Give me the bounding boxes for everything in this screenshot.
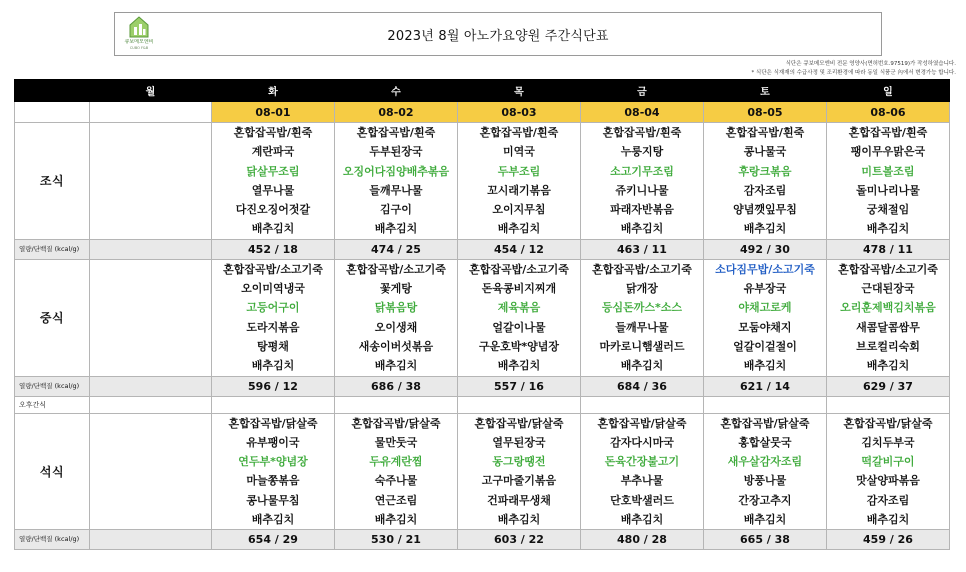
menu-cell	[212, 123, 335, 240]
meal-row-2	[15, 413, 950, 530]
dish-item: 궁채절임	[866, 203, 910, 217]
meal-row-0	[15, 123, 950, 240]
dish-item: 배추김치	[743, 513, 787, 527]
nutrition-row	[15, 376, 950, 396]
nutrition-value: 557 / 16	[458, 376, 581, 396]
nutrition-blank	[90, 376, 212, 396]
dish-item: 새송이버섯볶음	[358, 339, 434, 353]
dish-item: 고구마줄기볶음	[481, 474, 557, 488]
dish-item: 맛살양파볶음	[856, 474, 920, 488]
date-blank	[90, 102, 212, 123]
menu-cell	[335, 413, 458, 530]
dish-item: 두부조림	[497, 164, 541, 178]
header-box	[114, 12, 882, 56]
day-header-blank	[15, 80, 90, 102]
dish-item: 배추김치	[866, 513, 910, 527]
nutrition-value: 665 / 38	[704, 530, 827, 550]
dish-item: 배추김치	[251, 359, 295, 373]
dish-item: 혼합잡곡밥/흰죽	[233, 126, 313, 139]
menu-cell	[827, 413, 950, 530]
dish-item: 유부팽이국	[246, 435, 300, 449]
dish-item: 건파래무생채	[487, 493, 551, 507]
menu-cell	[458, 259, 581, 376]
snack-cell	[581, 396, 704, 413]
dish-item: 배추김치	[374, 513, 418, 527]
snack-cell	[90, 396, 212, 413]
snack-cell	[458, 396, 581, 413]
day-header: 금	[581, 80, 704, 102]
dish-item: 배추김치	[497, 222, 541, 236]
meal-name: 조식	[15, 123, 90, 240]
menu-cell	[827, 259, 950, 376]
snack-cell	[335, 396, 458, 413]
dish-item: 배추김치	[620, 222, 664, 236]
dish-item: 홍합살뭇국	[738, 435, 792, 449]
nutrition-label: 열량/단백질 (kcal/g)	[15, 239, 90, 259]
snack-row	[15, 396, 950, 413]
dish-item: 오이미역냉국	[241, 282, 305, 296]
dish-item: 미트볼조림	[861, 164, 915, 178]
dish-item: 두부된장국	[369, 145, 423, 159]
meal-row-1	[15, 259, 950, 376]
dish-item: 두유계란찜	[369, 455, 423, 469]
note-line: * 식단은 식재재의 수급사정 및 조리환경에 따라 동일 식품군 內에서 변경가능 합니다.	[751, 70, 956, 76]
dish-item: 혼합잡곡밥/흰죽	[602, 126, 682, 139]
date-cell: 08-01	[212, 102, 335, 123]
snack-label: 오후간식	[15, 396, 90, 413]
dish-item: 새콤달콤쌈무	[856, 320, 920, 334]
menu-cell	[827, 123, 950, 240]
dish-item: 누룽지탕	[620, 145, 664, 159]
date-cell: 08-02	[335, 102, 458, 123]
date-cell: 08-04	[581, 102, 704, 123]
date-cell: 08-06	[827, 102, 950, 123]
nutrition-value: 654 / 29	[212, 530, 335, 550]
dish-item: 혼합잡곡밥/흰죽	[848, 126, 928, 139]
dish-item: 배추김치	[866, 359, 910, 373]
dish-item: 혼합잡곡밥/흰죽	[725, 126, 805, 139]
dish-item: 혼합잡곡밥/닭살죽	[843, 416, 933, 430]
nutrition-value: 474 / 25	[335, 239, 458, 259]
dish-item: 혼합잡곡밥/소고기죽	[346, 262, 446, 276]
menu-cell	[212, 413, 335, 530]
snack-cell	[704, 396, 827, 413]
dish-item: 혼합잡곡밥/소고기죽	[592, 262, 692, 276]
dish-item: 혼합잡곡밥/닭살죽	[228, 416, 318, 430]
dish-item: 얼갈이겉절이	[733, 339, 797, 353]
dish-item: 계란파국	[251, 145, 295, 159]
menu-cell	[458, 123, 581, 240]
date-blank	[15, 102, 90, 123]
day-header-row	[15, 80, 950, 102]
dish-item: 배추김치	[497, 359, 541, 373]
nutrition-value: 686 / 38	[335, 376, 458, 396]
dish-item: 방풍나물	[743, 474, 787, 488]
menu-body	[15, 102, 950, 550]
dish-item: 배추김치	[374, 359, 418, 373]
date-row	[15, 102, 950, 123]
dish-item: 열무나물	[251, 183, 295, 197]
snack-cell	[827, 396, 950, 413]
nutrition-value: 454 / 12	[458, 239, 581, 259]
dish-item: 콩나물무침	[246, 493, 300, 507]
dish-item: 동그랑땡전	[492, 455, 546, 469]
logo-subtext: CUBO F&B	[129, 46, 149, 50]
dish-item: 김구이	[380, 203, 412, 217]
menu-cell	[458, 413, 581, 530]
menu-cell	[581, 123, 704, 240]
menu-cell	[581, 413, 704, 530]
dish-item: 감자다시마국	[610, 435, 674, 449]
meal-blank	[90, 259, 212, 376]
dish-item: 떡갈비구이	[861, 455, 915, 469]
dish-item: 닭개장	[626, 282, 658, 296]
day-header: 토	[704, 80, 827, 102]
page-title: 2023년 8월 아노가요양원 주간식단표	[387, 29, 609, 44]
dish-item: 야채고로케	[738, 301, 792, 315]
dish-item: 소고기무조림	[610, 164, 674, 178]
dish-item: 들깨무나물	[369, 183, 423, 197]
dish-item: 꽃게탕	[380, 282, 412, 296]
nutrition-row	[15, 530, 950, 550]
dish-item: 배추김치	[743, 222, 787, 236]
menu-cell	[704, 123, 827, 240]
nutrition-value: 463 / 11	[581, 239, 704, 259]
dish-item: 연두부*양념장	[238, 455, 308, 469]
dish-item: 후랑크볶음	[738, 164, 792, 178]
dish-item: 배추김치	[374, 222, 418, 236]
notes	[751, 60, 956, 78]
dish-item: 돈육콩비지찌개	[481, 282, 557, 296]
dish-item: 단호박샐러드	[610, 493, 674, 507]
dish-item: 배추김치	[251, 513, 295, 527]
dish-item: 닭볶음탕	[374, 301, 418, 315]
dish-item: 돌미나리나물	[856, 183, 920, 197]
dish-item: 배추김치	[620, 359, 664, 373]
nutrition-value: 621 / 14	[704, 376, 827, 396]
nutrition-value: 480 / 28	[581, 530, 704, 550]
dish-item: 콩나물국	[743, 145, 787, 159]
dish-item: 새우살감자조림	[727, 455, 803, 469]
menu-cell	[581, 259, 704, 376]
dish-item: 혼합잡곡밥/닭살죽	[597, 416, 687, 430]
nutrition-label: 열량/단백질 (kcal/g)	[15, 530, 90, 550]
dish-item: 연근조림	[374, 493, 418, 507]
dish-item: 혼합잡곡밥/흰죽	[479, 126, 559, 139]
dish-item: 모둠야채지	[738, 320, 792, 334]
dish-item: 돈육간장불고기	[604, 455, 680, 469]
meal-blank	[90, 413, 212, 530]
meal-blank	[90, 123, 212, 240]
nutrition-blank	[90, 239, 212, 259]
dish-item: 등심돈까스*소스	[601, 301, 683, 315]
dish-item: 물만둣국	[374, 435, 418, 449]
day-header: 월	[90, 80, 212, 102]
date-cell: 08-03	[458, 102, 581, 123]
dish-item: 고등어구이	[246, 301, 300, 315]
dish-item: 혼합잡곡밥/닭살죽	[351, 416, 441, 430]
dish-item: 혼합잡곡밥/소고기죽	[223, 262, 323, 276]
dish-item: 오징어다짐양배추볶음	[342, 164, 450, 178]
dish-item: 오이생채	[374, 320, 418, 334]
dish-item: 근대된장국	[861, 282, 915, 296]
dish-item: 배추김치	[866, 222, 910, 236]
meal-name: 석식	[15, 413, 90, 530]
dish-item: 숙주나물	[374, 474, 418, 488]
nutrition-value: 478 / 11	[827, 239, 950, 259]
nutrition-label: 열량/단백질 (kcal/g)	[15, 376, 90, 396]
dish-item: 배추김치	[620, 513, 664, 527]
dish-item: 혼합잡곡밥/흰죽	[356, 126, 436, 139]
note-line: 식단은 큐보메모엔비 전문 영양사(면허번호.97519)가 작성하였습니다.	[785, 61, 956, 67]
dish-item: 배추김치	[743, 359, 787, 373]
nutrition-value: 492 / 30	[704, 239, 827, 259]
dish-item: 닭살무조림	[246, 164, 300, 178]
dish-item: 팽이무우맑은국	[850, 145, 926, 159]
nutrition-value: 530 / 21	[335, 530, 458, 550]
logo-text: 큐보메모엔비	[124, 39, 154, 45]
nutrition-value: 596 / 12	[212, 376, 335, 396]
dish-item: 탕평채	[257, 339, 289, 353]
dish-item: 배추김치	[251, 222, 295, 236]
date-cell: 08-05	[704, 102, 827, 123]
dish-item: 미역국	[503, 145, 535, 159]
menu-cell	[335, 123, 458, 240]
dish-item: 간장고추지	[738, 493, 792, 507]
day-header: 목	[458, 80, 581, 102]
dish-item: 혼합잡곡밥/닭살죽	[720, 416, 810, 430]
dish-item: 오이지무침	[492, 203, 546, 217]
dish-item: 김치두부국	[861, 435, 915, 449]
nutrition-value: 603 / 22	[458, 530, 581, 550]
dish-item: 감자조림	[743, 183, 787, 197]
dish-item: 소다짐무밥/소고기죽	[715, 262, 815, 276]
snack-cell	[212, 396, 335, 413]
menu-cell	[704, 259, 827, 376]
nutrition-value: 684 / 36	[581, 376, 704, 396]
dish-item: 마카로니햄샐러드	[599, 339, 685, 353]
day-header: 일	[827, 80, 950, 102]
menu-cell	[704, 413, 827, 530]
dish-item: 구운호박*양념장	[478, 339, 560, 353]
nutrition-row	[15, 239, 950, 259]
dish-item: 양념깻잎무침	[733, 203, 797, 217]
nutrition-blank	[90, 530, 212, 550]
nutrition-value: 629 / 37	[827, 376, 950, 396]
menu-table	[14, 79, 950, 550]
dish-item: 감자조림	[866, 493, 910, 507]
day-header: 화	[212, 80, 335, 102]
dish-item: 도라지볶음	[246, 320, 300, 334]
dish-item: 배추김치	[497, 513, 541, 527]
dish-item: 쥬키니나물	[615, 183, 669, 197]
dish-item: 브로컬리숙회	[856, 339, 920, 353]
dish-item: 들깨무나물	[615, 320, 669, 334]
dish-item: 열무된장국	[492, 435, 546, 449]
dish-item: 다진오징어젓갈	[235, 203, 311, 217]
dish-item: 오리훈제백김치볶음	[840, 301, 936, 315]
dish-item: 혼합잡곡밥/소고기죽	[469, 262, 569, 276]
day-header: 수	[335, 80, 458, 102]
dish-item: 혼합잡곡밥/닭살죽	[474, 416, 564, 430]
menu-cell	[212, 259, 335, 376]
dish-item: 얼갈이나물	[492, 320, 546, 334]
dish-item: 마늘쫑볶음	[246, 474, 300, 488]
dish-item: 유부장국	[743, 282, 787, 296]
meal-name: 중식	[15, 259, 90, 376]
nutrition-value: 452 / 18	[212, 239, 335, 259]
dish-item: 제육볶음	[497, 301, 541, 315]
menu-cell	[335, 259, 458, 376]
dish-item: 혼합잡곡밥/소고기죽	[838, 262, 938, 276]
dish-item: 파래자반볶음	[610, 203, 674, 217]
nutrition-value: 459 / 26	[827, 530, 950, 550]
dish-item: 꼬시래기볶음	[487, 183, 551, 197]
dish-item: 부추나물	[620, 474, 664, 488]
